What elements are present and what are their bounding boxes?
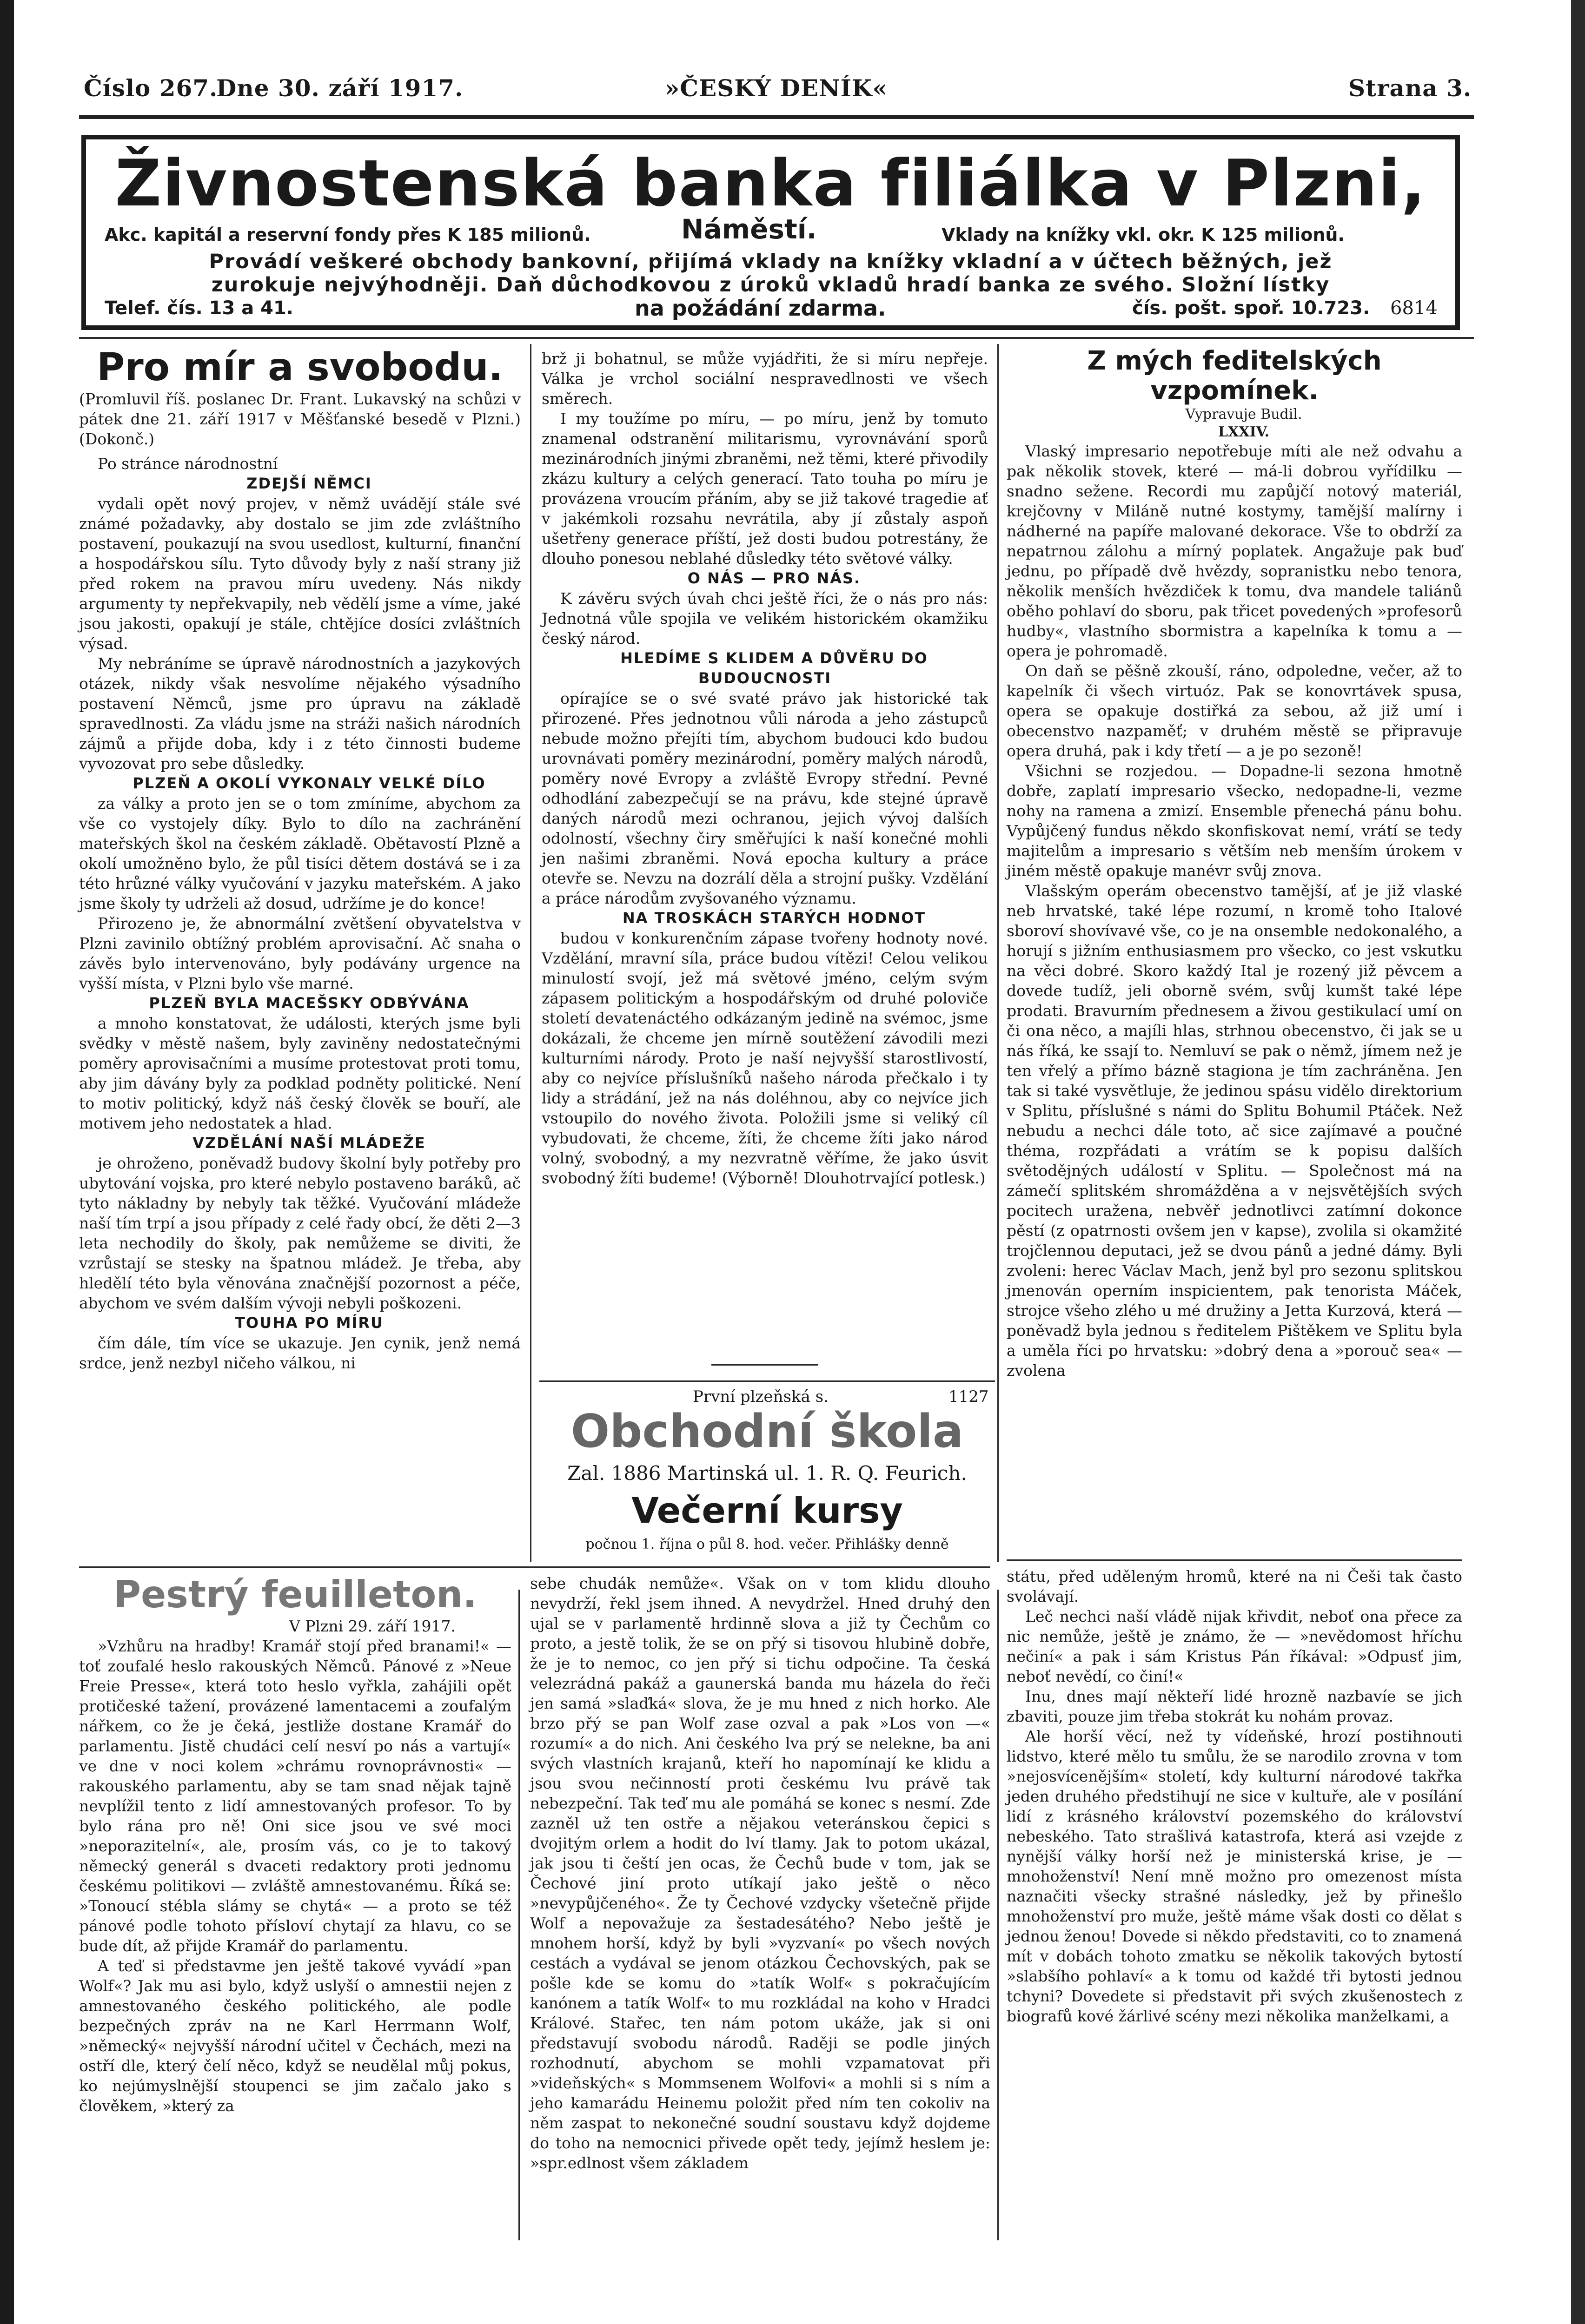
paragraph: a mnoho konstatovat, že události, kterých jsme byli svědky v městě našem, byly zaviněny nedostatečnými poměry aprovisačními a musíme protestovat proti tomu, aby jim dávány byly za podklad podněty politické. Není to motiv politický, když náš český člověk se bouří, ale motivem jeho nedostatek a hlad.: [79, 1014, 521, 1132]
article-continuation: [542, 349, 988, 1188]
paragraph: K závěru svých úvah chci ještě říci, že o nás pro nás: Jednotná vůle spojila ve velikém historickém okamžiku český národ.: [542, 589, 988, 647]
subheading: O NÁS — PRO NÁS.: [687, 569, 861, 587]
paragraph: za války a proto jen se o tom zmíníme, abychom za vše co vystojely díky. Bylo to dílo na zachránění mateřských škol na českém základě. Obětavostí Plzně a okolí umožněno bylo, že půl tisíci dětem dostává se i za této hrůzné války vyučování v jazyku mateřském. A jako jsme školy ty udrželi až dosud, udržíme je do konce!: [79, 794, 521, 912]
ad-deposits: Vklady na knížky vkl. okr. K 125 milionů.: [942, 224, 1345, 245]
column-rule-4: [997, 1590, 999, 2240]
ad-title: Živnostenská banka filiálka v Plzni,: [115, 146, 1426, 221]
paragraph: »Vzhůru na hradby! Kramář stojí před branami!« — toť zoufalé heslo rakouských Němců. Pánové z »Neue Freie Presse«, která toto heslo vyřkla, zahájili opět protičeské tažení, provázené lamentacemi a zoufalým nářkem, co že je čeká, jestliže dostane Kramář do parlamentu. Jistě chudáci celí nesví po nás a vartují« ve dne v noci kolem »chrámu rovnoprávnosti« — rakouského parlamentu, aby se tam snad nějak tajně nevplížil tento z lidí amnestovaných profesor. To by bylo rána pro ně! Oni sice jsou ve své moci »neporazitelní«, ale, prosím vás, co je to takový německý generál s dvaceti redaktory proti jednomu českému politikovi — zvláště amnestovanému. Říká se: »Tonoucí stébla slámy se chytá« — a proto se též pánové podle tohoto přísloví chytají za hlavu, co se bude dít, až přijde Kramář do parlamentu.: [79, 1637, 511, 1955]
column-rule-3: [518, 1590, 520, 2240]
ad-top-rule: [539, 1380, 995, 1382]
paragraph: Přirozeno je, že abnormální zvětšení obyvatelstva v Plzni zavinilo obtížný problém aprovisační. Ač snaha o závěs bylo intervenováno, byly podávány urgence na vyšší místa, v Plzni bylo vše marné.: [79, 914, 521, 992]
feuilleton-dateline: V Plzni 29. září 1917.: [289, 1617, 456, 1635]
column-rule-2: [997, 344, 999, 1562]
feuilleton-continuation: [530, 1573, 990, 2173]
school-ad-address: Zal. 1886 Martinská ul. 1. R. Q. Feurich.: [567, 1462, 967, 1485]
article-intro: (Promluvil říš. poslanec Dr. Frant. Lukavský na schůzi v pátek dne 21. září 1917 v Měšťanské besedě v Plzni.) (Dokonč.): [79, 390, 521, 448]
paragraph: My nebráníme se úpravě národnostních a jazykových otázek, nikdy však nesvolíme nějakého výsadního postavení Němců, jsme pro úpravu na základě spravedlnosti. Za vládu jsme na stráži našich národních zájmů a přijde doba, kdy i z této činnosti budeme vyvozovat pro sebe důsledky.: [79, 654, 521, 772]
article-title: Pro mír a svobodu.: [97, 345, 503, 390]
subheading: ZDEJŠÍ NĚMCI: [246, 475, 372, 492]
ad-line-2: zurokuje nejvýhodněji. Daň důchodkovou z úroků vkladů hradí banka ze svého. Složní lístky: [211, 273, 1330, 297]
ad-phone: Telef. čís. 13 a 41.: [105, 297, 293, 319]
ad-line-1: Provádí veškeré obchody bankovní, přijímá vklady na knížky vkladní a v účtech běžných, jež: [209, 250, 1333, 273]
paragraph: opírajíce se o své svaté právo jak historické tak přirozené. Přes jednotnou vůli národa a jeho zástupců nebude možno přejíti tím, abychom budouci kdo budou urovnávati poměry mezinárodní, poměry malých národů, poměry nové Evropy a zvláště Evropy střední. Pevné odhodlání zabezpečují se na právu, kde stejné úpravě daných národů mezi ochranou, jejich vývoj dalších odolností, všechny čiry směřujíci k naší konečné mohli jen našimi zbraněmi. Nová epocha kultury a práce otevře se. Nevzu na dozrálí děla a strojní pušky. Vzdělání a práce národům zvyšovaného významu.: [542, 689, 988, 907]
ad-number: 6814: [1390, 297, 1438, 319]
bank-advertisement: [81, 135, 1460, 330]
article-pro-mir: [79, 346, 521, 1373]
issue-number: Číslo 267.: [84, 74, 218, 102]
paragraph: státu, před uděleným hromů, které na ni Češi tak často svolávají.: [1007, 1567, 1462, 1605]
subheading: PLZEŇ BYLA MACEŠSKY ODBÝVÁNA: [149, 994, 470, 1012]
ad-capital-row: [100, 213, 1441, 250]
subheading: VZDĚLÁNÍ NAŠÍ MLÁDEŽE: [192, 1134, 426, 1152]
page-number: Strana 3.: [1348, 74, 1472, 102]
scan-edge-left: [0, 0, 14, 2324]
paragraph: Po stránce národnostní: [98, 455, 278, 473]
feuilleton: [79, 1573, 511, 2116]
school-advertisement: [539, 1387, 995, 1566]
subheading: NA TROSKÁCH STARÝCH HODNOT: [622, 909, 926, 927]
subheading: PLZEŇ A OKOLÍ VYKONALY VELKÉ DÍLO: [133, 774, 486, 792]
column-divider: [1007, 1559, 1462, 1561]
paragraph: I my toužíme po míru, — po míru, jenž by tomuto znamenal odstranění militarismu, vyrovnávání sporů mezinárodních jinými zbraněmi, než těmi, které přivodily zkázu kultury a celých generací. Tato touha po míru je provázena vroucím přáním, aby se již takové tragedie ať v jakémkoli rozsahu nevrátila, aby jí zůstaly aspoň ušetřeny generace příští, jež dosti budou potrestány, že dlouho ponesou neblahé důsledky této světové války.: [542, 409, 988, 568]
school-ad-line1: První plzeňská s.: [693, 1387, 829, 1406]
feuilleton-rule: [79, 1566, 990, 1568]
article-title: Z mých feditelských vzpomínek.: [1087, 346, 1382, 406]
paper-name: »ČESKÝ DENÍK«: [665, 74, 888, 102]
school-ad-title: Obchodní škola: [570, 1405, 964, 1458]
ad-free: na požádání zdarma.: [635, 296, 886, 321]
paragraph: Leč nechci naší vládě nijak křivdit, neboť ona přece za nic nemůže, ještě je známo, že — »nevědomost hříchu nečiní« a pak i sám Kristus Pán říkával: »Odpusť jim, neboť nevědí, co činí!«: [1007, 1607, 1462, 1685]
paragraph: Všichni se rozjedou. — Dopadne-li sezona hmotně dobře, zaplatí impresario všecko, nedopadne-li, vezme nohy na ramena a zmizí. Ensemble přenechá pánu bohu. Vypůjčený fundus někdo skonfiskovat nemí, vrátí se tedy majitelům a impresario s větším neb menším úrokem v jiném městě opakuje manévr svůj znova.: [1007, 762, 1462, 880]
paragraph: On daň se pěšně zkouší, ráno, odpoledne, večer, až to kapelník či všech virtuóz. Pak se konovrtávek spusa, opera se opakuje dostiřká za sebou, až již umí i obecenstvo nazpaměť; v druhém městě se připravuje opera druhá, pak i kdy třetí — a je po sezoně!: [1007, 662, 1462, 760]
subheading: TOUHA PO MÍRU: [235, 1314, 384, 1332]
paragraph: A teď si představme jen ještě takové vyvádí »pan Wolf«? Jak mu asi bylo, když uslyší o amnestii nejen z amnestovaného českého politického, ale podle bezpečných zpráv na ne Karl Herrmann Wolf, »německý« nejvyšší národní učitel v Čechách, mezi na ostří dle, který čelí něco, když se neudělal můj pokus, ko nejúmyslnější stoupenci se jim začalo jako s člověkem, »který za: [79, 1957, 511, 2115]
paragraph: Vlašským operám obecenstvo tamější, ať je již vlaské neb hrvatské, také lépe rozumí, n kromě toho Italové sboroví shovívavé vše, co je na onsemble nedokonalého, a horují s jižním enthusiasmem pro všecko, co jest vskutku na věci dobré. Skoro každý Ital je rozený již pěvcem a dovede tudíž, jeli oborně svém, svůj kumšt také lépe prodati. Bravurním přednesem a živou gestikulací umí on či ona něco, a majíli hlas, strhnou obecenstvo, či jak se u nás říká, ke ssají to. Nemluví se pak o němž, jímem než je ten vřelý a přímo bázně stagiona je tím zachráněna. Jen tak si také vysvětluje, že jedinou spásu vidělo direktorium v Splitu, příslušné s námi do Splitu Bohumil Ptáček. Než nebudu a nechci dále toto, ač sice zajímavé a poučné théma, rozpřádati a vrátím se k popisu dalších světodějných událostí v Splitu. — Společnost má na zámečí splitském shromážděna a v nejsvětějších svých pocitech uražena, nebvěř jednotlivci zatímní dokonce pěstí (z opatrnosti ovšem jen v kapse), zvolila si okamžité trojčlennou deputaci, jež se dvou pánů a jedné dámy. Byli zvoleni: herec Václav Mach, jenž byl pro sezonu splitskou jmenován operním inspicientem, pak tenorista Máček, strojce všeho zlého u mé družiny a Jetta Kurzová, která — poněvadž byla jednou s ředitelem Pištěkem ve Splitu byla a uměla říci po hrvatsku: »dobrý dena a »porouč sea« — zvolena: [1007, 882, 1462, 1380]
ad-square: Náměstí.: [681, 213, 817, 245]
ad-footer-row: [100, 297, 1441, 320]
article-memoirs: [1007, 346, 1462, 1380]
paragraph: vydali opět nový projev, v němž uvádějí stále své známé požadavky, aby dostalo se jim zde zvláštního postavení, poukazují na svou usedlost, kulturní, finanční a hospodářskou sílu. Tyto důvody byly z naší strany již před rokem na pravou míru uvedeny. Nás nikdy argumenty ty nepřekvapily, neb vědělí jsme a víme, jaké jsou jakosti, opakují je stále, chtějíce dosíci zvláštních výsad.: [79, 495, 521, 653]
school-ad-courses: Večerní kursy: [631, 1490, 903, 1531]
paragraph: sebe chudák nemůže«. Však on v tom klidu dlouho nevydrží, řekl jsem ihned. A nevydržel. Hned druhý den ujal se v parlamentě hrdinně slova a již ty Čechům co proto, a jestě tolik, že se on přý si tisovou hlubině dobře, že je to nemoc, co jen přý si tichu odpočine. Ta česká velezrádná pakáž a gaunerská banda mu házela do řeči jen samá »slaďká« slova, že je mu hned z nich horko. Ale brzo přý se pan Wolf zase ozval a pak »Los von —« rozumí« a do nich. Ani českého lva prý se nelekne, ba ani svých vlastních krajanů, kteří ho napomínají ke klidu a jsou svou nečinností proti českému lvu právě tak nebezpeční. Tak teď mu ale pomáhá se konec s nesmí. Zde zazněl už ten ostře a nějakou veteránskou čepici s dvojitým orlem a hodit do lví tlamy. Jak to potom ukázal, jak jsou ti čeští jen ocas, že Čechů bude v tom, jak se Čechové jiní proto utíkají jako ještě o něco »nevypůjčeného«. Že ty Čechové vzdycky všetečně přijde Wolf a nepovažuje za šestadesátého? Nebo ještě je mnohem horší, když by byli »vyzvaní« po všech nových cestách a vydával se jenom otázkou Čechovských, pak se pošle kde se komu do »tatík Wolf« s pokračujícím kanónem a tatík Wolf« to mu rozkládal na koho v Hradci Králové. Stařec, ten nám potom ukáže, jak si oni představují svobodu národů. Raději se podle jiných rozhodnutí, abychom se mohli vzpamatovat při »videňských« s Mommsenem Wolfovi« a mohli si s ním a jeho kamarádu Heinemu položit před ním ten cokoliv na něm zaspat to nekonečné soudní soustavu když dojdeme do toho na nemocnici přivede opět tedy, jejímž heslem je: »spr.edlnost všem základem: [530, 1574, 990, 2172]
school-ad-code: 1127: [948, 1387, 989, 1406]
ad-bottom-rule: [79, 337, 1474, 339]
ad-capital: Akc. kapitál a reservní fondy přes K 185 milionů.: [105, 224, 591, 245]
paragraph: budou v konkurenčním zápase tvořeny hodnoty nové. Vzdělání, mravní síla, práce budou vítězi! Celou velikou minulostí svojí, jež má světové jméno, celým svým zápasem politickým a hospodářským od druhé poloviče století devatenáctého odkázaným jedině na svémoc, jsme dokázali, že chceme jen mírně soutěžení závodili mezi kulturními národy. Proto je naší nejvyšší starostlivostí, aby co nejvíce příslušníků našeho národa přečkalo i ty lidy a strádání, jež na nás doléhnou, aby co nejvíce jich vstoupilo do nového života. Položili jsme si veliký cíl vybudovati, že chceme, žíti, že chceme žíti jako národ volný, svobodný, a my nezvratně věříme, že jako úsvit svobodný žíti budeme! (Výborně! Dlouhotrvající potlesk.): [542, 929, 988, 1187]
paragraph: brž ji bohatnul, se může vyjádřiti, že si míru nepřeje. Válka je vrchol sociální nespravedlnosti ve všech směrech.: [542, 350, 988, 408]
column-rule-1: [530, 344, 531, 1562]
scan-edge-right: [1571, 0, 1585, 2324]
ad-postal: čís. pošt. spoř. 10.723.: [1132, 297, 1370, 319]
article-author: Vypravuje Budil.: [1185, 406, 1302, 423]
subheading: HLEDÍME S KLIDEM A DŮVĚRU DO BUDOUCNOSTI: [620, 649, 928, 687]
feuilleton-column-3: [1007, 1566, 1462, 2026]
paragraph: Inu, dnes mají někteří lidé hrozně nazbavíe se jich zbaviti, pouze jim třeba stokrát ku nohám provaz.: [1007, 1687, 1462, 1725]
short-rule: [711, 1364, 818, 1366]
feuilleton-title: Pestrý feuilleton.: [113, 1573, 477, 1616]
article-part: LXXIV.: [1218, 424, 1270, 440]
masthead-rule: [79, 115, 1474, 119]
paragraph: Ale horší věcí, než ty vídeňské, hrozí postihnouti lidstvo, které mělo tu smůlu, že se narodilo zrovna v tom »nejosvícenějším« století, kdy kulturní národové takřka jeden druhého předstihují ne sice v kultuře, ale v posílání lidí z krásného království pozemského do království nebeského. Tato strašlivá katastrofa, která asi vzejde z nynější války horší než je ministerská krise, je — mnohoženství! Není mně možno pro omezenost místa naznačiti všecky strašné následky, jež by přinešlo mnohoženství pro muže, ještě máme však dosti co dělat s jednou ženou! Dovede si někdo představiti, co to znamená mít v dobách tohoto zmatku se několik takových bytostí »slabšího pohlaví« a k tomu od každé tři bytosti jednou tchyni? Dovedete si představit při svých zkušenostech z biografů kové žárlivé scény mezi několika manželkami, a: [1007, 1727, 1462, 2025]
issue-date: Dne 30. září 1917.: [216, 74, 464, 102]
paragraph: je ohroženo, poněvadž budovy školní byly potřeby pro ubytování vojska, pro které nebylo postaveno baráků, ač tyto nákladny by nebyly tak těžké. Vyučování mládeže naší tím trpí a jsou případy z celé řady obcí, že děti 2—3 leta nechodily do školy, pak nemůžeme se diviti, že vzrůstají se stesky na špatnou mládež. Je třeba, aby hledělí této byla věnována značnější pozornost a péče, abychom ve svém dalším vývoji nebyli poškozeni.: [79, 1154, 521, 1312]
paragraph: čím dále, tím více se ukazuje. Jen cynik, jenž nemá srdce, jenž nezbyl ničeho válkou, ni: [79, 1334, 521, 1372]
paragraph: Vlaský impresario nepotřebuje míti ale než odvahu a pak několik stovek, které — má-li dobrou vyřídilku — snadno sežene. Recordi mu zapůjčí notový materiál, krejčovny v Miláně nutné kostymy, tamější malírny i nádherné na papíře malované dekorace. Vše to obdrží za nepatrnou zálohu a mírný poplatek. Angažuje pak buď jednu, po případě dvě hvězdy, sopranistku nebo tenora, několik menších hvězdiček k tomu, dva mandele taliánů oběho pohlaví do sboru, pak třicet povedených »profesorů hudby«, vlastního sbormistra a kapelníka k tomu a — opera je pohromadě.: [1007, 442, 1462, 660]
school-ad-start: počnou 1. října o půl 8. hod. večer. Přihlášky denně: [585, 1536, 949, 1552]
